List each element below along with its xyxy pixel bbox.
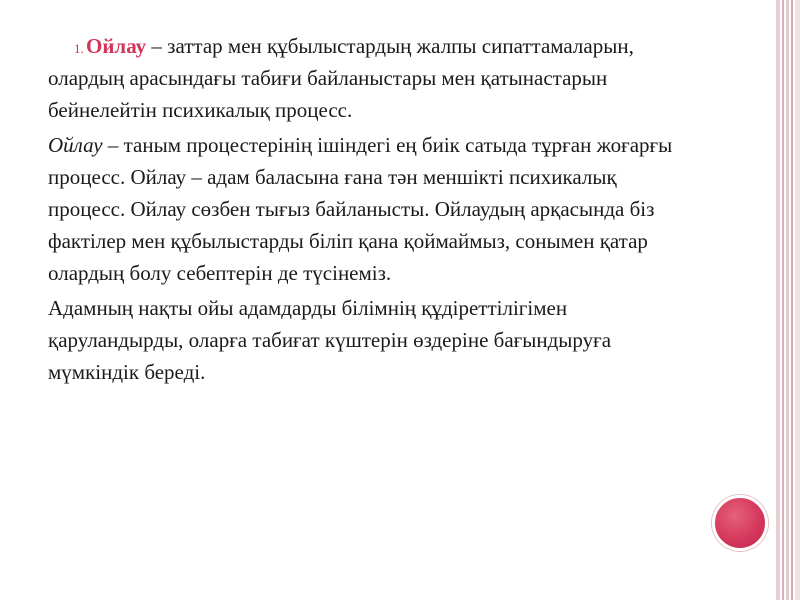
paragraph-text: – таным процестерінің ішіндегі ең биік сатыда тұрған жоғарғы процесс. Ойлау – адам баласына ғана тән меншікті психикалық процесс. Ойлау сөзбен тығыз байланысты. Ойлаудың арқасында біз фактілер мен құбылыстарды біліп қана қоймаймыз, сонымен қатар олардың болу себептерін де түсінеміз. xyxy=(48,133,673,285)
stripe xyxy=(795,0,800,600)
stripe xyxy=(776,0,780,600)
paragraph-text: – заттар мен құбылыстардың жалпы сипаттамаларын, олардың арасындағы табиғи байланыстары мен қатынастарын бейнелейтін психикалық процесс. xyxy=(48,34,634,122)
stripe xyxy=(786,0,789,600)
term-italic: Ойлау xyxy=(48,133,103,157)
right-edge-stripes xyxy=(776,0,800,600)
paragraph-text: Адамның нақты ойы адамдарды білімнің құдіреттілігімен қаруландырды, оларға табиғат күштерін өздеріне бағындыруға мүмкіндік береді. xyxy=(48,296,612,384)
slide-body xyxy=(48,30,688,391)
stripe xyxy=(791,0,793,600)
paragraph-description xyxy=(48,129,688,289)
paragraph-definition xyxy=(48,30,688,126)
paragraph-conclusion xyxy=(48,292,688,388)
decorative-circle-icon xyxy=(712,495,768,551)
term-highlight: Ойлау xyxy=(86,34,147,58)
list-number: 1. xyxy=(74,41,84,56)
stripe xyxy=(782,0,784,600)
